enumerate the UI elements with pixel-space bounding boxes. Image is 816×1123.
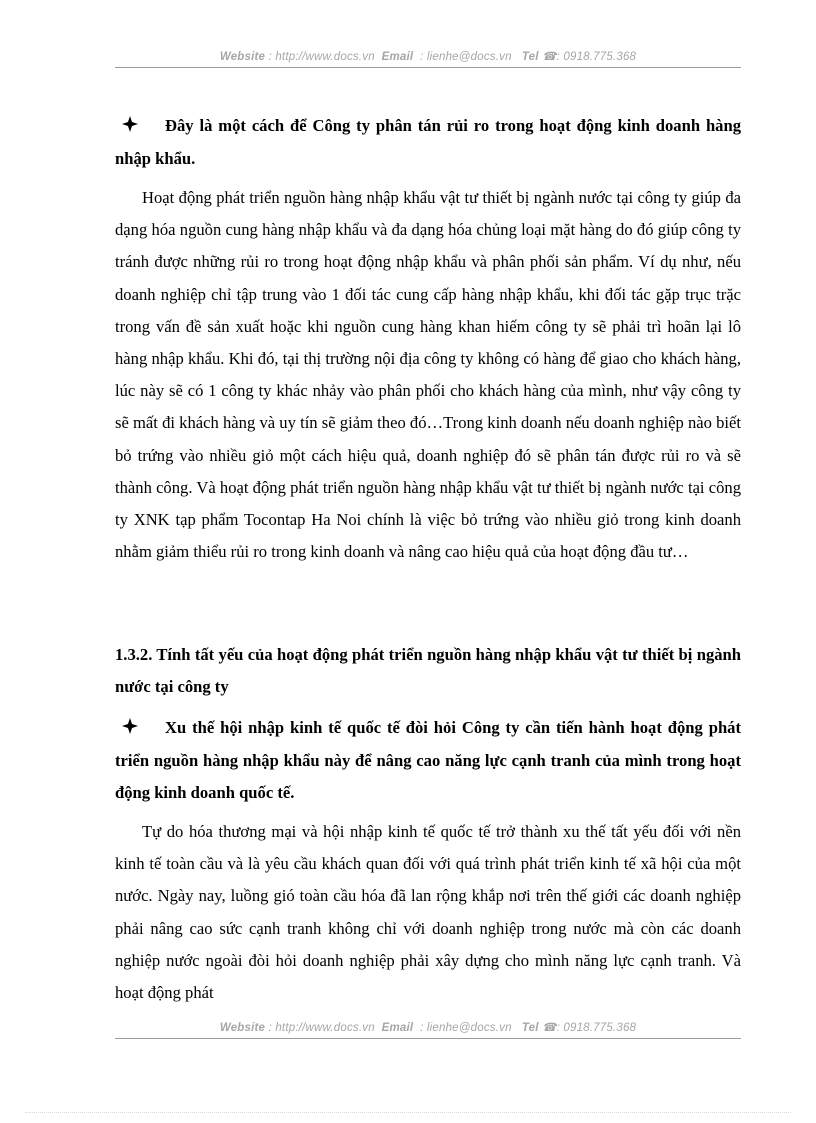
footer-rule xyxy=(115,1038,741,1039)
footer-website-label: Website xyxy=(219,1022,266,1034)
section2-bullet-heading-block xyxy=(115,712,741,810)
diamond-bullet-icon xyxy=(115,713,165,745)
header-tel-label: Tel xyxy=(521,51,539,63)
footer-tel-label: Tel xyxy=(521,1022,539,1034)
section2-bullet-heading: Xu thế hội nhập kinh tế quốc tế đòi hỏi Công ty cần tiến hành hoạt động phát triển nguồn hàng nhập khẩu này để nâng cao năng lực cạnh tranh của mình trong hoạt động kinh doanh quốc tế. xyxy=(115,718,741,803)
page-footer xyxy=(115,1020,741,1034)
page-header xyxy=(115,49,741,63)
section2-paragraph: Tự do hóa thương mại và hội nhập kinh tế quốc tế trở thành xu thế tất yếu đối với nền kinh tế toàn cầu và là yêu cầu khách quan đối với quá trình phát triển kinh tế xã hội của một nước. Ngày nay, luồng gió toàn cầu hóa đã lan rộng khắp nơi trên thế giới các doanh nghiệp phải nâng cao sức cạnh tranh không chỉ với doanh nghiệp trong nước mà còn các doanh nghiệp nước ngoài đòi hỏi doanh nghiệp phải xây dựng cho mình năng lực cạnh tranh. Và hoạt động phát xyxy=(115,822,741,1003)
page-bottom-dotted-line xyxy=(25,1112,791,1113)
phone-icon: ☎ xyxy=(542,51,557,63)
header-email-label: Email xyxy=(381,51,414,63)
header-tel-value: : 0918.775.368 xyxy=(556,51,637,63)
diamond-bullet-icon xyxy=(115,111,165,143)
header-rule xyxy=(115,67,741,68)
phone-icon: ☎ xyxy=(542,1022,557,1034)
section1-bullet-heading-block xyxy=(115,110,741,175)
footer-website-value: : http://www.docs.vn xyxy=(268,1022,375,1034)
section2-heading: 1.3.2. Tính tất yếu của hoạt động phát triển nguồn hàng nhập khẩu vật tư thiết bị ngành nước tại công ty xyxy=(115,645,741,697)
footer-email-label: Email xyxy=(381,1022,414,1034)
footer-tel-value: : 0918.775.368 xyxy=(556,1022,637,1034)
header-website-label: Website xyxy=(219,51,266,63)
footer-email-value: : lienhe@docs.vn xyxy=(420,1022,512,1034)
header-email-value: : lienhe@docs.vn xyxy=(420,51,512,63)
section1-bullet-heading: Đây là một cách để Công ty phân tán rủi ro trong hoạt động kinh doanh hàng nhập khẩu. xyxy=(115,116,741,169)
section1-paragraph: Hoạt động phát triển nguồn hàng nhập khẩu vật tư thiết bị ngành nước tại công ty giúp đa dạng hóa nguồn cung hàng nhập khẩu và đa dạng hóa chủng loại mặt hàng do đó giúp công ty tránh được những rủi ro trong hoạt động nhập khẩu và phân phối sản phẩm. Ví dụ như, nếu doanh nghiệp chỉ tập trung vào 1 đối tác cung cấp hàng nhập khẩu, khi đối tác gặp trục trặc trong vấn đề sản xuất hoặc khi nguồn cung hàng khan hiếm công ty sẽ phải trì hoãn lại lô hàng nhập khẩu. Khi đó, tại thị trường nội địa công ty không có hàng để giao cho khách hàng, lúc này sẽ có 1 công ty khác nhảy vào phân phối cho khách hàng của mình, như vậy công ty sẽ mất đi khách hàng và uy tín sẽ giảm theo đó…Trong kinh doanh nếu doanh nghiệp nào biết bỏ trứng vào nhiều giỏ một cách hiệu quả, doanh nghiệp đó sẽ phân tán được rủi ro và sẽ thành công. Và hoạt động phát triển nguồn hàng nhập khẩu vật tư thiết bị ngành nước tại công ty XNK tạp phẩm Tocontap Ha Noi chính là việc bỏ trứng vào nhiều giỏ trong kinh doanh nhằm giảm thiểu rủi ro trong kinh doanh và nâng cao hiệu quả của hoạt động đầu tư… xyxy=(115,188,741,562)
header-website-value: : http://www.docs.vn xyxy=(268,51,375,63)
